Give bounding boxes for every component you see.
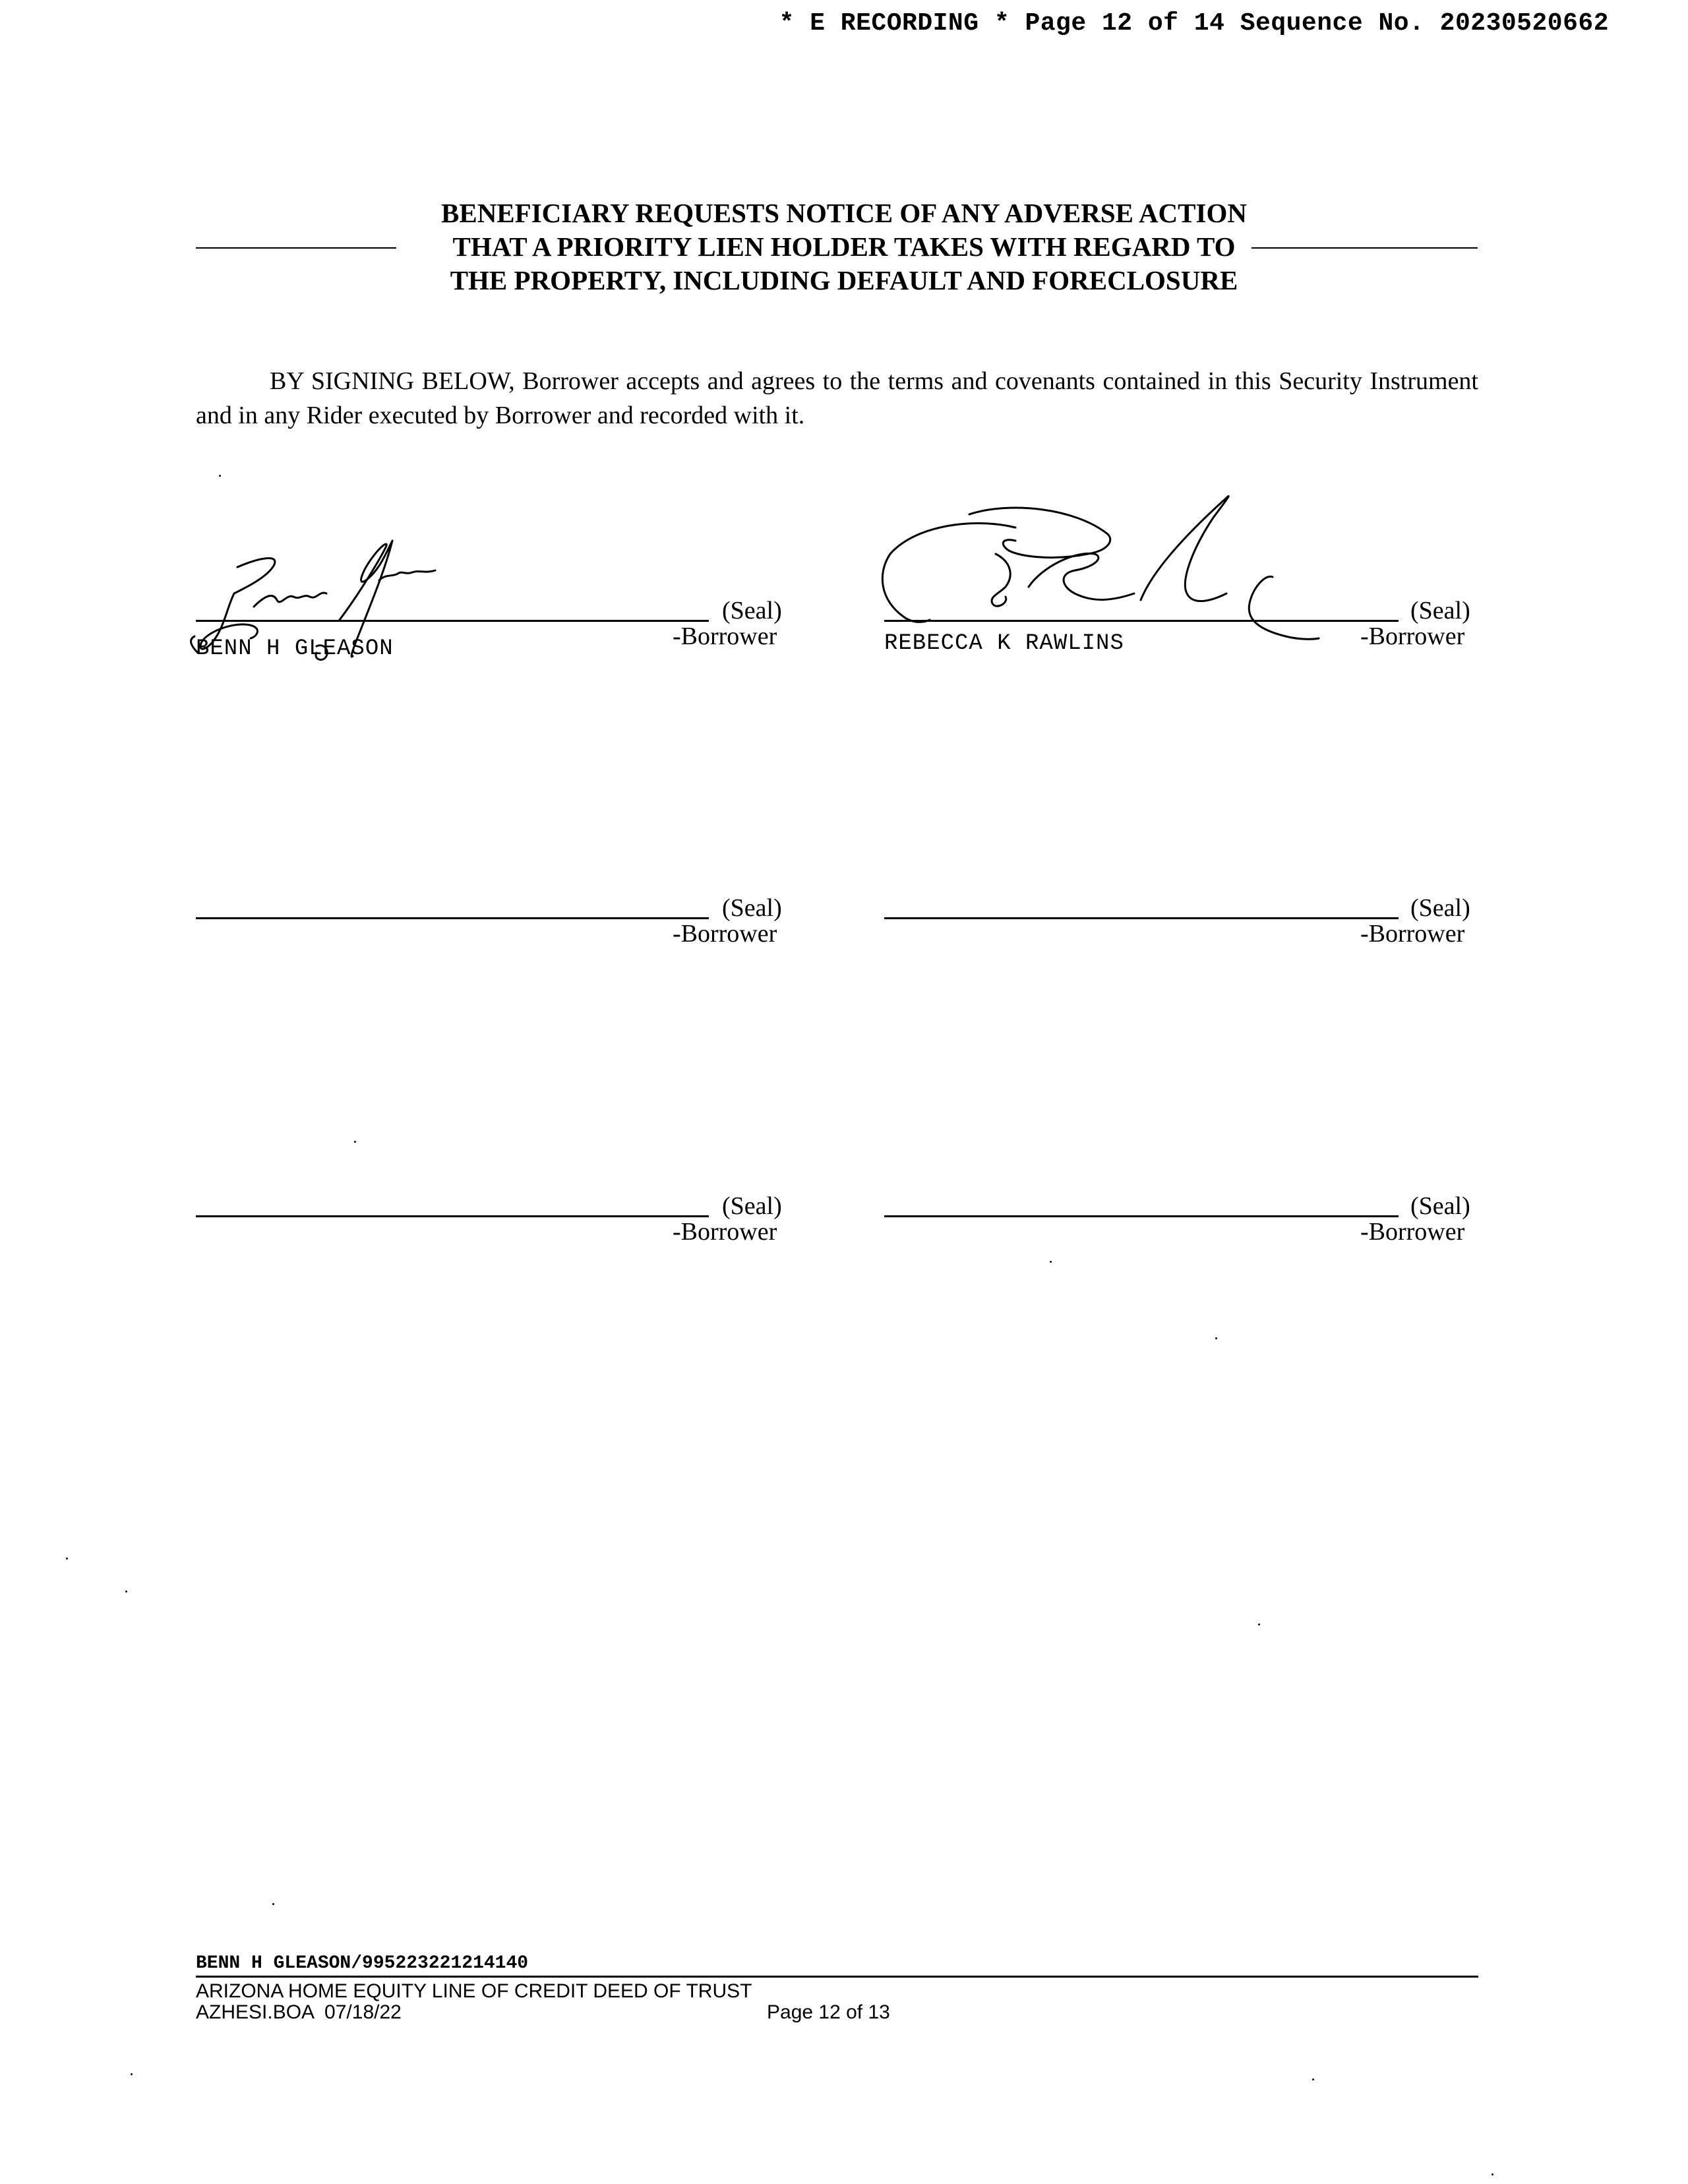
heading-line-2: THAT A PRIORITY LIEN HOLDER TAKES WITH REGARD TO (452, 231, 1236, 262)
seal-label: (Seal) (1410, 597, 1470, 624)
borrower-role-label: -Borrower (673, 622, 777, 650)
signature-line (196, 1215, 709, 1217)
borrower-role-label: -Borrower (1360, 920, 1465, 948)
scan-speck (125, 1591, 127, 1592)
seal-label: (Seal) (722, 597, 782, 624)
borrower-role-label: -Borrower (1360, 1218, 1465, 1246)
borrower-role-label: -Borrower (1360, 622, 1465, 650)
scan-speck (1050, 1261, 1052, 1263)
signature-line (884, 917, 1399, 919)
recording-header: * E RECORDING * Page 12 of 14 Sequence No. 20230520662 (779, 9, 1609, 38)
page-number: Page 12 of 13 (767, 2001, 890, 2023)
scan-speck (1215, 1337, 1217, 1339)
borrower-role-label: -Borrower (673, 920, 777, 948)
signature-line (196, 917, 709, 919)
seal-label: (Seal) (1410, 1192, 1470, 1220)
heading-rule-right (1251, 247, 1478, 249)
signature-rebecca-rawlins (877, 488, 1404, 646)
scan-speck (354, 1141, 356, 1143)
scan-speck (272, 1903, 274, 1905)
seal-label: (Seal) (722, 1192, 782, 1220)
heading-line-3: THE PROPERTY, INCLUDING DEFAULT AND FORECLOSURE (450, 265, 1238, 295)
signature-line (196, 620, 709, 622)
form-title: ARIZONA HOME EQUITY LINE OF CREDIT DEED OF TRUST (196, 1980, 752, 2002)
borrower-role-label: -Borrower (673, 1218, 777, 1246)
seal-label: (Seal) (1410, 894, 1470, 922)
signature-line (884, 620, 1399, 622)
footer-rule (196, 1976, 1478, 1978)
scan-speck (66, 1558, 68, 1560)
scan-speck (1312, 2078, 1314, 2080)
scan-speck (219, 475, 221, 477)
heading-line-1: BENEFICIARY REQUESTS NOTICE OF ANY ADVERSE ACTION (441, 198, 1247, 228)
signer-name: BENN H GLEASON (196, 636, 394, 661)
scan-speck (1492, 2173, 1493, 2175)
form-code: AZHESI.BOA 07/18/22 (196, 2001, 402, 2023)
heading-rule-left (196, 247, 396, 249)
signing-statement: BY SIGNING BELOW, Borrower accepts and agrees to the terms and covenants contained in this Security Instrument and in any Rider executed by Borrower and recorded with it. (196, 367, 1478, 429)
scan-speck (1258, 1623, 1260, 1625)
scan-speck (131, 2073, 133, 2075)
seal-label: (Seal) (722, 894, 782, 922)
signature-line (884, 1215, 1399, 1217)
signer-name: REBECCA K RAWLINS (884, 631, 1124, 656)
loan-identifier: BENN H GLEASON/995223221214140 (196, 1953, 529, 1974)
